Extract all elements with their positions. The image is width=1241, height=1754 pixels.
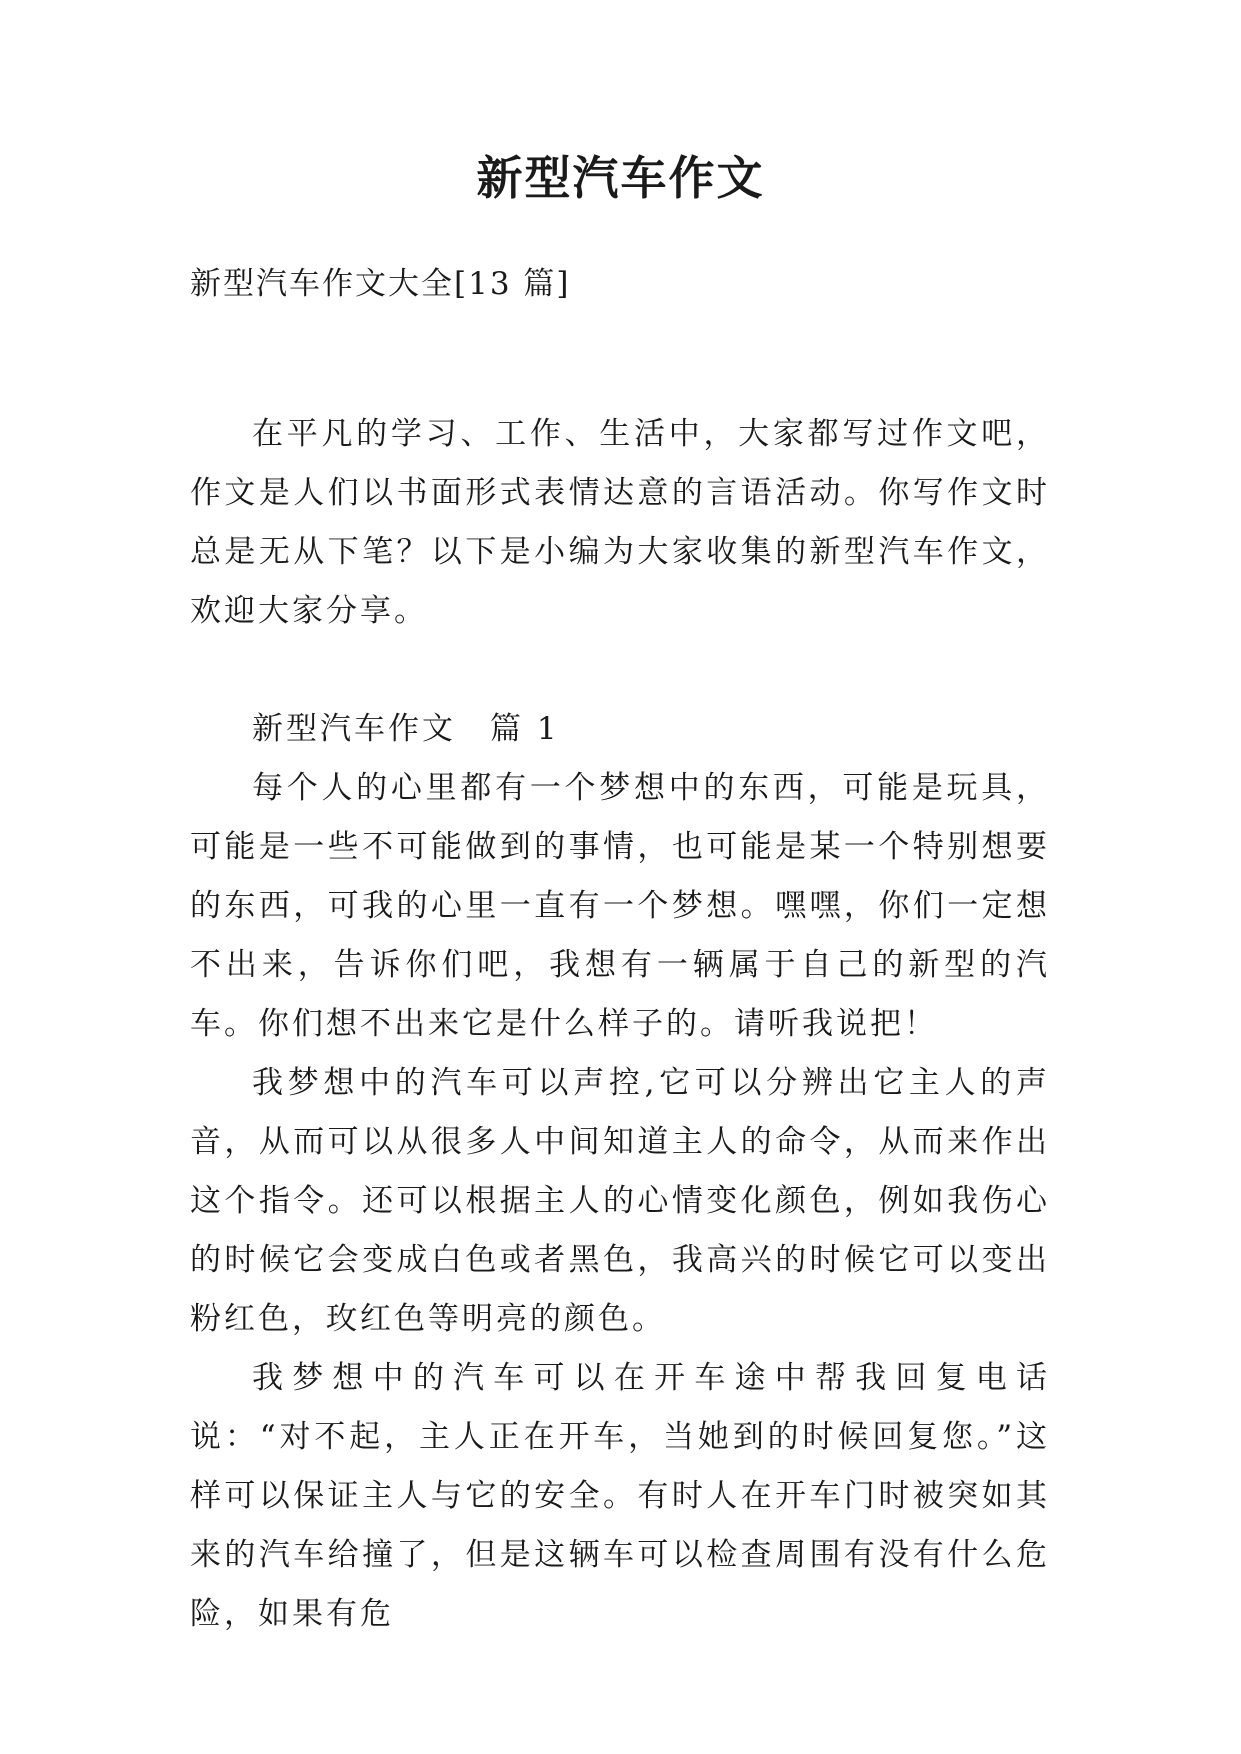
- body-paragraph: 我梦想中的汽车可以在开车途中帮我回复电话说：“对不起，主人正在开车，当她到的时候回复您。”这样可以保证主人与它的安全。有时人在开车门时被突如其来的汽车给撞了，但是这辆车可以检查周围有没有什么危险，如果有危: [190, 1360, 1050, 1632]
- document-title: 新型汽车作文: [476, 151, 765, 205]
- document-body: [190, 405, 1050, 1644]
- document-subtitle: 新型汽车作文大全[13 篇]: [190, 266, 571, 302]
- section-heading: 新型汽车作文 篇 1: [252, 711, 560, 747]
- body-paragraph: 每个人的心里都有一个梦想中的东西，可能是玩具，可能是一些不可能做到的事情，也可能是某一个特别想要的东西，可我的心里一直有一个梦想。嘿嘿，你们一定想不出来，告诉你们吧，我想有一辆属于自己的新型的汽车。你们想不出来它是什么样子的。请听我说把！: [190, 770, 1050, 1042]
- intro-paragraph: 在平凡的学习、工作、生活中，大家都写过作文吧，作文是人们以书面形式表情达意的言语活动。你写作文时总是无从下笔？以下是小编为大家收集的新型汽车作文，欢迎大家分享。: [190, 416, 1050, 629]
- body-paragraph: 我梦想中的汽车可以声控,它可以分辨出它主人的声音，从而可以从很多人中间知道主人的命令，从而来作出这个指令。还可以根据主人的心情变化颜色，例如我伤心的时候它会变成白色或者黑色，我高兴的时候它可以变出粉红色，玫红色等明亮的颜色。: [190, 1065, 1050, 1337]
